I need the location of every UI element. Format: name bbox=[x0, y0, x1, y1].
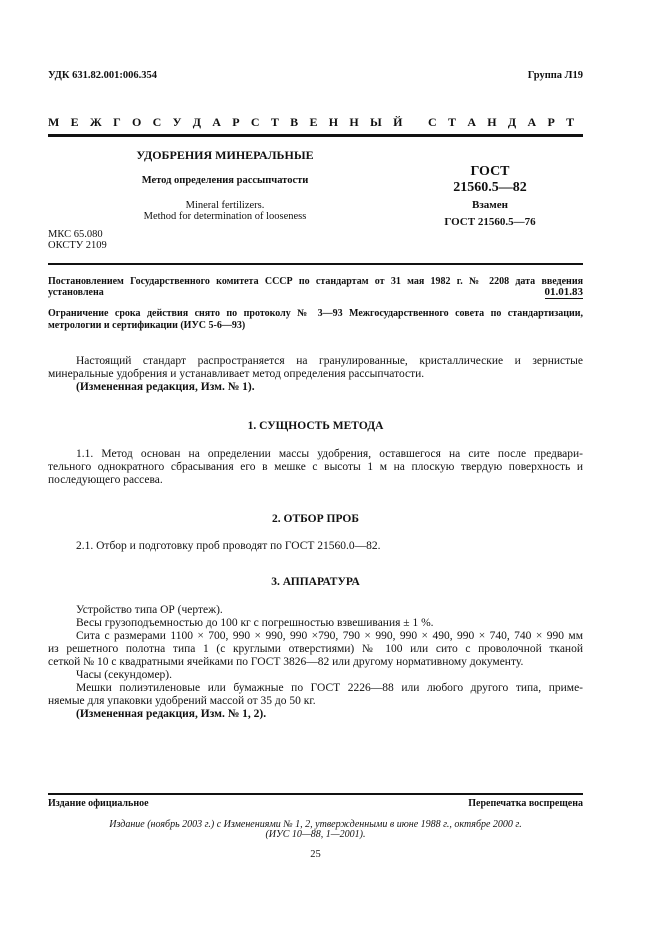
section-1-line: последующего рассева. bbox=[48, 474, 163, 486]
banner-title: М Е Ж Г О С У Д А Р С Т В Е Н Н Ы Й С Т А Н Д А Р Т bbox=[48, 115, 579, 129]
edition-note-1: Издание (ноябрь 2003 г.) с Изменениями № 1, 2, утвержденными в июне 1988 г., октябре 2000 г. bbox=[109, 819, 522, 830]
section-1-line: тельного однократного сбрасывания его в мешке с высоты 1 м на плоскую твердую поверхность и bbox=[48, 461, 583, 473]
effective-date: 01.01.83 bbox=[544, 286, 583, 298]
decree-line-2 bbox=[48, 286, 583, 299]
header-rule bbox=[48, 263, 583, 265]
gost-number: 21560.5—82 bbox=[453, 180, 527, 195]
intro-amendment: (Измененная редакция, Изм. № 1). bbox=[76, 381, 255, 393]
okstu-code: ОКСТУ 2109 bbox=[48, 240, 107, 251]
edition-note-2: (ИУС 10—88, 1—2001). bbox=[265, 829, 366, 840]
limit-line-1: Ограничение срока действия снято по протоколу № 3—93 Межгосударственного совета по стандартизации, bbox=[48, 308, 583, 319]
section-3-line: Сита с размерами 1100 × 700, 990 × 990, 990 ×790, 790 × 990, 990 × 490, 990 × 740, 740 × 990 мм bbox=[76, 630, 583, 642]
page-number: 25 bbox=[310, 849, 321, 860]
section-2-heading: 2. ОТБОР ПРОБ bbox=[272, 513, 359, 525]
section-3-heading: 3. АППАРАТУРА bbox=[271, 576, 360, 588]
document-title: УДОБРЕНИЯ МИНЕРАЛЬНЫЕ bbox=[136, 148, 314, 162]
section-3-line: Весы грузоподъемностью до 100 кг с погрешностью взвешивания ± 1 %. bbox=[76, 617, 434, 629]
section-3-line: няемые для упаковки удобрений массой от 35 до 50 кг. bbox=[48, 695, 316, 707]
section-2-line: 2.1. Отбор и подготовку проб проводят по ГОСТ 21560.0—82. bbox=[76, 540, 381, 552]
document-subtitle: Метод определения рассыпчатости bbox=[141, 175, 309, 186]
section-1-line: 1.1. Метод основан на определении массы удобрения, оставшегося на сите после предвари- bbox=[76, 448, 583, 460]
english-title-2: Method for determination of looseness bbox=[143, 211, 307, 222]
intro-line-1: Настоящий стандарт распространяется на гранулированные, кристаллические и зернистые bbox=[76, 355, 583, 367]
intro-line-2: минеральные удобрения и устанавливает метод определения рассыпчатости. bbox=[48, 368, 425, 380]
replaced-gost: ГОСТ 21560.5—76 bbox=[444, 216, 536, 228]
section-3-line: Часы (секундомер). bbox=[76, 669, 173, 681]
limit-line-2: метрологии и сертификации (ИУС 5-6—93) bbox=[48, 320, 246, 331]
udk-code: УДК 631.82.001:006.354 bbox=[48, 70, 157, 81]
section-3-line: сеткой № 10 с квадратными ячейками по ГОСТ 3826—82 или другому нормативному документу. bbox=[48, 656, 524, 668]
section-3-line: из решетного полотна типа 1 (с круглыми отверстиями) № 100 или сито с проволочной тканой bbox=[48, 643, 583, 655]
footer-rule bbox=[48, 793, 583, 795]
banner-rule bbox=[48, 134, 583, 137]
section-3-line: Мешки полиэтиленовые или бумажные по ГОСТ 2226—88 или любого другого типа, приме- bbox=[76, 682, 583, 694]
reprint-prohibited: Перепечатка воспрещена bbox=[468, 798, 583, 809]
english-title-1: Mineral fertilizers. bbox=[185, 200, 265, 211]
decree-line-1: Постановлением Государственного комитета СССР по стандартам от 31 мая 1982 г. № 2208 дата введения bbox=[48, 276, 583, 287]
decree-established: установлена bbox=[48, 287, 104, 298]
section-1-heading: 1. СУЩНОСТЬ МЕТОДА bbox=[247, 420, 384, 432]
official-edition: Издание официальное bbox=[48, 798, 149, 809]
section-3-amendment: (Измененная редакция, Изм. № 1, 2). bbox=[76, 708, 267, 720]
group-code: Группа Л19 bbox=[527, 70, 583, 81]
section-3-line: Устройство типа ОР (чертеж). bbox=[76, 604, 223, 616]
replaces-label: Взамен bbox=[472, 199, 508, 211]
mks-code: МКС 65.080 bbox=[48, 229, 103, 240]
gost-label: ГОСТ bbox=[470, 164, 510, 179]
